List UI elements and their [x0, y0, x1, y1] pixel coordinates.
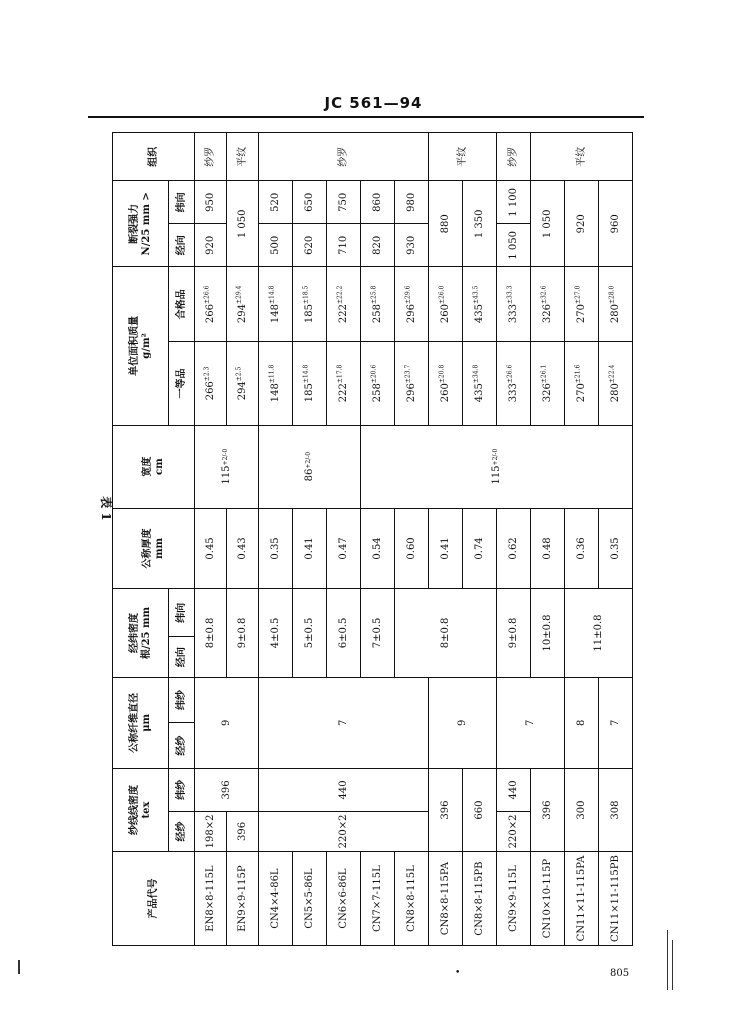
- strength: 1 350: [463, 181, 497, 267]
- header-thickness: 公称厚度 mm: [113, 508, 195, 588]
- scan-mark: [672, 940, 673, 990]
- qualified: $270^{\pm 27.0}$: [565, 267, 599, 342]
- product-code: CN4×4-86L: [259, 852, 293, 946]
- strength-warp: 820: [361, 224, 395, 267]
- strength: 920: [565, 181, 599, 267]
- strength-weft: 1 100: [497, 181, 531, 224]
- table-row: [429, 133, 463, 946]
- warp-weft-density: 7±0.5: [361, 589, 395, 678]
- table-row: [565, 133, 599, 946]
- warp-linear-density: 396: [531, 768, 565, 851]
- strength-warp: 920: [195, 224, 227, 267]
- thickness: 0.45: [195, 508, 227, 588]
- strength: 1 050: [531, 181, 565, 267]
- product-code: CN11×11-115PB: [599, 852, 633, 946]
- strength-weft: 750: [327, 181, 361, 224]
- product-code: CN9×9-115L: [497, 852, 531, 946]
- first-grade: $326^{\pm 26.1}$: [531, 342, 565, 425]
- thickness: 0.62: [497, 508, 531, 588]
- product-code: CN8×8-115PA: [429, 852, 463, 946]
- warp-weft-density: 8±0.8: [195, 589, 227, 678]
- first-grade: $280^{\pm 22.4}$: [599, 342, 633, 425]
- table-row: [259, 133, 293, 946]
- strength-weft: 650: [293, 181, 327, 224]
- product-code: CN8×8-115L: [395, 852, 429, 946]
- table-row: [599, 133, 633, 946]
- strength: 960: [599, 181, 633, 267]
- warp-weft-density: 4±0.5: [259, 589, 293, 678]
- first-grade: $296^{\pm 23.7}$: [395, 342, 429, 425]
- first-grade: $222^{\pm 17.8}$: [327, 342, 361, 425]
- warp-linear-density: 396: [227, 811, 259, 851]
- strength-warp: 710: [327, 224, 361, 267]
- subheader-warp: 经纱: [169, 811, 195, 851]
- thickness: 0.60: [395, 508, 429, 588]
- subheader-weft-dir: 纬向: [169, 589, 195, 637]
- subheader-first-grade: 一等品: [169, 342, 195, 425]
- strength-warp: 620: [293, 224, 327, 267]
- weave: 平纹: [227, 133, 259, 181]
- first-grade: $333^{\pm 26.6}$: [497, 342, 531, 425]
- header-width: 宽度 cm: [113, 425, 195, 508]
- warp-linear-density: 300: [565, 768, 599, 851]
- table-row: [195, 133, 227, 946]
- qualified: $222^{\pm 22.2}$: [327, 267, 361, 342]
- strength: 1 050: [227, 181, 259, 267]
- fiber-diameter: 9: [195, 677, 259, 768]
- qualified: $148^{\pm 14.8}$: [259, 267, 293, 342]
- table-row: [531, 133, 565, 946]
- warp-weft-density: 11±0.8: [565, 589, 633, 678]
- subheader-weft: 纬纱: [169, 768, 195, 811]
- product-code: CN10×10-115P: [531, 852, 565, 946]
- thickness: 0.54: [361, 508, 395, 588]
- width: 86+2/-0: [259, 425, 361, 508]
- strength-warp: 930: [395, 224, 429, 267]
- thickness: 0.43: [227, 508, 259, 588]
- warp-linear-density: 220×2: [259, 811, 429, 851]
- table-row: [463, 133, 497, 946]
- warp-weft-density: 9±0.8: [497, 589, 531, 678]
- fiber-diameter: 7: [497, 677, 565, 768]
- product-code: CN11×11-115PA: [565, 852, 599, 946]
- product-code: EN9×9-115P: [227, 852, 259, 946]
- qualified: $185^{\pm 18.5}$: [293, 267, 327, 342]
- subheader-qualified: 合格品: [169, 267, 195, 342]
- strength-warp: 1 050: [497, 224, 531, 267]
- weave: 纱罗: [259, 133, 429, 181]
- subheader-warp-dir: 经向: [169, 224, 195, 267]
- fiber-diameter: 7: [599, 677, 633, 768]
- qualified: $333^{\pm 33.3}$: [497, 267, 531, 342]
- qualified: $435^{\pm 43.5}$: [463, 267, 497, 342]
- weave: 纱罗: [497, 133, 531, 181]
- first-grade: $435^{\pm 34.8}$: [463, 342, 497, 425]
- thickness: 0.41: [293, 508, 327, 588]
- scan-mark: [18, 960, 20, 974]
- thickness: 0.47: [327, 508, 361, 588]
- weft-linear-density: 440: [259, 768, 429, 811]
- warp-weft-density: 8±0.8: [395, 589, 497, 678]
- first-grade: $294^{\pm 2.5}$: [227, 342, 259, 425]
- strength: 880: [429, 181, 463, 267]
- thickness: 0.41: [429, 508, 463, 588]
- first-grade: $260^{\pm 20.8}$: [429, 342, 463, 425]
- header-density: 经纬密度 根/25 mm: [113, 589, 169, 678]
- header-weave: 组织: [113, 133, 195, 181]
- thickness: 0.35: [599, 508, 633, 588]
- product-code: CN8×8-115PB: [463, 852, 497, 946]
- weave: 平纹: [531, 133, 633, 181]
- product-code: CN6×6-86L: [327, 852, 361, 946]
- header-fiber-diameter: 公称纤维直径 μm: [113, 677, 169, 768]
- header-rule: [88, 116, 644, 118]
- weft-linear-density: 396: [195, 768, 259, 811]
- warp-weft-density: 5±0.5: [293, 589, 327, 678]
- warp-weft-density: 10±0.8: [531, 589, 565, 678]
- header-linear-density: 纱线线密度 tex: [113, 768, 169, 851]
- subheader-weft-dir: 纬向: [169, 181, 195, 224]
- strength-weft: 860: [361, 181, 395, 224]
- warp-linear-density: 308: [599, 768, 633, 851]
- first-grade: $266^{\pm 2.3}$: [195, 342, 227, 425]
- qualified: $266^{\pm 26.6}$: [195, 267, 227, 342]
- scan-mark: [667, 930, 668, 990]
- subheader-weft: 纬纱: [169, 677, 195, 723]
- warp-linear-density: 396: [429, 768, 463, 851]
- table-row: [497, 133, 531, 946]
- width: 115+2/-0: [195, 425, 259, 508]
- qualified: $280^{\pm 28.0}$: [599, 267, 633, 342]
- weft-linear-density: 440: [497, 768, 531, 811]
- warp-linear-density: 220×2: [497, 811, 531, 851]
- warp-weft-density: 6±0.5: [327, 589, 361, 678]
- thickness: 0.74: [463, 508, 497, 588]
- spec-table: [112, 132, 633, 946]
- header-code: 产品代号: [113, 852, 195, 946]
- strength-warp: 500: [259, 224, 293, 267]
- header-area-weight: 单位面积质量 g/m²: [113, 267, 169, 425]
- strength-weft: 950: [195, 181, 227, 224]
- fiber-diameter: 8: [565, 677, 599, 768]
- warp-linear-density: 198×2: [195, 811, 227, 851]
- thickness: 0.36: [565, 508, 599, 588]
- table-row: [227, 133, 259, 946]
- header-strength: 断裂强力 N/25 mm >: [113, 181, 169, 267]
- first-grade: $270^{\pm 21.6}$: [565, 342, 599, 425]
- page-number: 805: [610, 968, 630, 979]
- table-caption: 表 1: [98, 496, 113, 521]
- product-code: EN8×8-115L: [195, 852, 227, 946]
- fiber-diameter: 7: [259, 677, 429, 768]
- qualified: $296^{\pm 29.6}$: [395, 267, 429, 342]
- footer-dot: •: [455, 968, 461, 978]
- warp-weft-density: 9±0.8: [227, 589, 259, 678]
- first-grade: $148^{\pm 11.8}$: [259, 342, 293, 425]
- product-code: CN7×7-115L: [361, 852, 395, 946]
- width: 115+2/-0: [361, 425, 633, 508]
- weave: 纱罗: [195, 133, 227, 181]
- first-grade: $185^{\pm 14.8}$: [293, 342, 327, 425]
- qualified: $294^{\pm 29.4}$: [227, 267, 259, 342]
- thickness: 0.48: [531, 508, 565, 588]
- first-grade: $258^{\pm 20.6}$: [361, 342, 395, 425]
- thickness: 0.35: [259, 508, 293, 588]
- strength-weft: 520: [259, 181, 293, 224]
- weave: 平纹: [429, 133, 497, 181]
- warp-linear-density: 660: [463, 768, 497, 851]
- subheader-warp: 经纱: [169, 723, 195, 769]
- strength-weft: 980: [395, 181, 429, 224]
- qualified: $260^{\pm 26.0}$: [429, 267, 463, 342]
- rotated-table-wrapper: [112, 132, 621, 946]
- subheader-warp-dir: 经向: [169, 637, 195, 677]
- qualified: $326^{\pm 32.6}$: [531, 267, 565, 342]
- qualified: $258^{\pm 25.8}$: [361, 267, 395, 342]
- fiber-diameter: 9: [429, 677, 497, 768]
- page-header: JC 561—94: [324, 94, 423, 112]
- product-code: CN5×5-86L: [293, 852, 327, 946]
